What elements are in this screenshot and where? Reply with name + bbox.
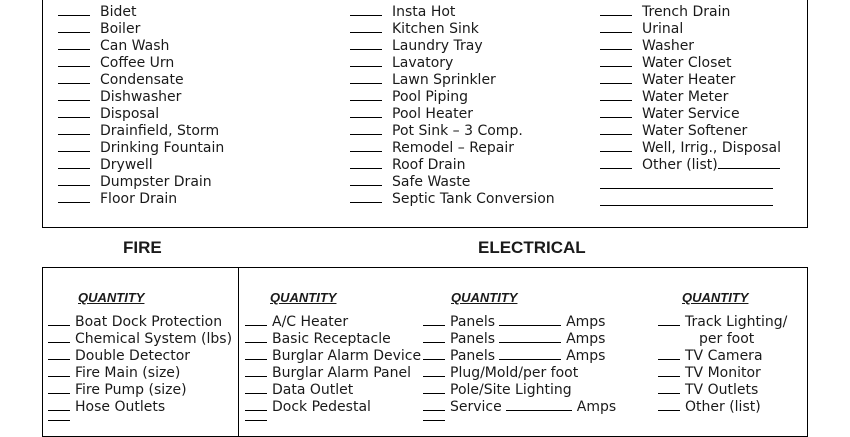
quantity-blank[interactable] xyxy=(350,140,382,152)
item-label: Panels xyxy=(450,314,496,330)
quantity-blank[interactable] xyxy=(58,55,90,67)
item-label: Remodel – Repair xyxy=(392,140,515,156)
item-label: Roof Drain xyxy=(392,157,466,173)
quantity-blank[interactable] xyxy=(658,382,680,394)
electrical-quantity-header-1: QUANTITY xyxy=(270,290,337,305)
item-label: Pole/Site Lighting xyxy=(450,382,572,398)
list-item xyxy=(245,382,421,399)
item-label: Lavatory xyxy=(392,55,454,71)
quantity-blank[interactable] xyxy=(58,21,90,33)
item-label: A/C Heater xyxy=(272,314,349,330)
cut-bottom-row xyxy=(0,416,850,422)
amps-label: Amps xyxy=(566,348,606,364)
list-item xyxy=(423,382,616,399)
item-label: Lawn Sprinkler xyxy=(392,72,496,88)
item-label: TV Camera xyxy=(685,348,763,364)
item-label: Panels xyxy=(450,331,496,347)
quantity-blank[interactable] xyxy=(58,38,90,50)
quantity-blank[interactable] xyxy=(658,348,680,360)
list-item xyxy=(350,157,555,174)
item-label: Water Meter xyxy=(642,89,729,105)
quantity-blank[interactable] xyxy=(245,399,267,411)
quantity-blank[interactable] xyxy=(245,382,267,394)
quantity-blank[interactable] xyxy=(245,314,267,326)
item-label: Can Wash xyxy=(100,38,170,54)
item-label: Drainfield, Storm xyxy=(100,123,220,139)
list-item xyxy=(423,314,616,331)
list-item xyxy=(600,72,781,89)
quantity-blank[interactable] xyxy=(600,157,632,169)
item-label: TV Monitor xyxy=(685,365,761,381)
fire-heading: FIRE xyxy=(123,238,162,257)
item-label: Coffee Urn xyxy=(100,55,175,71)
quantity-blank[interactable] xyxy=(48,365,70,377)
quantity-blank[interactable] xyxy=(718,157,780,169)
list-item xyxy=(58,4,224,21)
quantity-blank[interactable] xyxy=(58,174,90,186)
item-label: Well, Irrig., Disposal xyxy=(642,140,782,156)
plumbing-col-1 xyxy=(58,4,224,208)
quantity-blank[interactable] xyxy=(58,72,90,84)
other-list-line-1[interactable] xyxy=(600,188,773,189)
list-item xyxy=(48,331,232,348)
electrical-col-2 xyxy=(423,314,616,416)
list-item xyxy=(58,123,224,140)
fire-quantity-header: QUANTITY xyxy=(78,290,145,305)
quantity-blank[interactable] xyxy=(600,55,632,67)
item-label: Floor Drain xyxy=(100,191,178,207)
item-label: Plug/Mold/per foot xyxy=(450,365,579,381)
item-label: Double Detector xyxy=(75,348,191,364)
quantity-blank[interactable] xyxy=(600,21,632,33)
list-item xyxy=(58,72,224,89)
quantity-blank[interactable] xyxy=(350,21,382,33)
quantity-blank[interactable] xyxy=(600,4,632,16)
list-item xyxy=(350,123,555,140)
quantity-blank[interactable] xyxy=(58,191,90,203)
list-item xyxy=(600,140,781,157)
list-item xyxy=(58,38,224,55)
item-label: Fire Pump (size) xyxy=(75,382,187,398)
amps-label: Amps xyxy=(576,399,617,415)
quantity-blank[interactable] xyxy=(423,382,445,394)
quantity-blank[interactable] xyxy=(499,331,561,343)
list-item xyxy=(658,314,787,331)
quantity-blank[interactable] xyxy=(600,140,632,152)
plumbing-col-2 xyxy=(350,4,555,208)
quantity-blank[interactable] xyxy=(245,331,267,343)
list-item xyxy=(48,348,232,365)
item-label: Dishwasher xyxy=(100,89,182,105)
list-item xyxy=(600,157,781,174)
quantity-blank[interactable] xyxy=(600,38,632,50)
list-item xyxy=(48,399,232,416)
quantity-blank[interactable] xyxy=(506,399,572,411)
quantity-blank[interactable] xyxy=(423,365,445,377)
electrical-col-3 xyxy=(658,314,787,416)
list-item xyxy=(350,38,555,55)
list-item xyxy=(58,106,224,123)
quantity-blank[interactable] xyxy=(48,382,70,394)
quantity-blank[interactable] xyxy=(245,348,267,360)
list-item xyxy=(600,38,781,55)
quantity-blank[interactable] xyxy=(58,123,90,135)
quantity-blank[interactable] xyxy=(350,174,382,186)
quantity-blank[interactable] xyxy=(499,314,561,326)
quantity-blank[interactable] xyxy=(58,157,90,169)
list-item xyxy=(245,399,421,416)
item-label: Dock Pedestal xyxy=(272,399,371,415)
list-item xyxy=(600,123,781,140)
item-label: Panels xyxy=(450,348,496,364)
fire-items xyxy=(48,314,232,416)
list-item xyxy=(245,331,421,348)
item-label: Safe Waste xyxy=(392,174,471,190)
quantity-blank[interactable] xyxy=(350,4,382,16)
item-label: Drinking Fountain xyxy=(100,140,225,156)
quantity-blank[interactable] xyxy=(423,314,445,326)
item-label: Laundry Tray xyxy=(392,38,483,54)
quantity-blank[interactable] xyxy=(600,72,632,84)
item-label: Drywell xyxy=(100,157,153,173)
quantity-blank[interactable] xyxy=(58,140,90,152)
amps-label: Amps xyxy=(566,331,606,347)
list-item xyxy=(58,191,224,208)
list-item xyxy=(423,331,616,348)
list-item xyxy=(658,348,787,365)
quantity-blank[interactable] xyxy=(350,38,382,50)
list-item xyxy=(600,55,781,72)
electrical-quantity-header-3: QUANTITY xyxy=(682,290,749,305)
quantity-blank[interactable] xyxy=(245,365,267,377)
item-label: Boiler xyxy=(100,21,141,37)
plumbing-col-3 xyxy=(600,4,781,174)
list-item xyxy=(423,365,616,382)
list-item xyxy=(600,4,781,21)
list-item xyxy=(600,106,781,123)
item-label: Chemical System (lbs) xyxy=(75,331,233,347)
item-label: Boat Dock Protection xyxy=(75,314,223,330)
quantity-blank[interactable] xyxy=(58,4,90,16)
item-label: TV Outlets xyxy=(685,382,759,398)
quantity-blank[interactable] xyxy=(58,106,90,118)
item-label: Water Service xyxy=(642,106,740,122)
quantity-blank[interactable] xyxy=(48,314,70,326)
quantity-blank[interactable] xyxy=(350,89,382,101)
list-item xyxy=(350,55,555,72)
item-label: Washer xyxy=(642,38,695,54)
list-item xyxy=(350,174,555,191)
item-label: Septic Tank Conversion xyxy=(392,191,555,207)
list-item xyxy=(58,174,224,191)
quantity-blank[interactable] xyxy=(350,55,382,67)
item-label: Insta Hot xyxy=(392,4,456,20)
item-label: Track Lighting/ xyxy=(685,314,788,330)
list-item xyxy=(658,382,787,399)
list-item xyxy=(48,382,232,399)
quantity-blank[interactable] xyxy=(48,331,70,343)
item-label: Data Outlet xyxy=(272,382,354,398)
quantity-blank[interactable] xyxy=(499,348,561,360)
item-label: Pool Piping xyxy=(392,89,468,105)
list-item xyxy=(658,331,787,348)
list-item xyxy=(245,314,421,331)
item-label: Trench Drain xyxy=(642,4,731,20)
quantity-blank[interactable] xyxy=(48,399,70,411)
item-label: Water Heater xyxy=(642,72,736,88)
quantity-blank[interactable] xyxy=(350,157,382,169)
item-label: Water Closet xyxy=(642,55,732,71)
list-item xyxy=(600,89,781,106)
list-item xyxy=(600,21,781,38)
item-label: Hose Outlets xyxy=(75,399,166,415)
list-item xyxy=(58,89,224,106)
item-label: Condensate xyxy=(100,72,184,88)
list-item xyxy=(350,106,555,123)
item-label: Basic Receptacle xyxy=(272,331,391,347)
item-label: Water Softener xyxy=(642,123,748,139)
list-item xyxy=(350,72,555,89)
item-label: Disposal xyxy=(100,106,160,122)
quantity-blank[interactable] xyxy=(600,89,632,101)
item-label: Dumpster Drain xyxy=(100,174,212,190)
list-item xyxy=(245,365,421,382)
item-label: Pool Heater xyxy=(392,106,473,122)
list-item xyxy=(245,348,421,365)
quantity-blank[interactable] xyxy=(658,314,680,326)
list-item xyxy=(58,157,224,174)
list-item xyxy=(350,140,555,157)
item-label: Burglar Alarm Panel xyxy=(272,365,411,381)
list-item xyxy=(350,4,555,21)
item-label: Fire Main (size) xyxy=(75,365,181,381)
quantity-blank[interactable] xyxy=(423,399,445,411)
list-item xyxy=(58,55,224,72)
list-item xyxy=(423,399,616,416)
quantity-blank[interactable] xyxy=(658,399,680,411)
quantity-blank[interactable] xyxy=(350,123,382,135)
electrical-col-1 xyxy=(245,314,421,416)
list-item xyxy=(423,348,616,365)
list-item xyxy=(658,399,787,416)
quantity-blank[interactable] xyxy=(658,365,680,377)
list-item xyxy=(48,365,232,382)
other-list-line-2[interactable] xyxy=(600,205,773,206)
list-item xyxy=(658,365,787,382)
item-label: Other (list) xyxy=(685,399,761,415)
item-label: per foot xyxy=(699,331,755,347)
electrical-heading: ELECTRICAL xyxy=(478,238,586,257)
item-label: Bidet xyxy=(100,4,137,20)
list-item xyxy=(48,314,232,331)
quantity-blank[interactable] xyxy=(600,106,632,118)
quantity-blank[interactable] xyxy=(350,191,382,203)
quantity-blank[interactable] xyxy=(58,89,90,101)
item-label: Service xyxy=(450,399,502,415)
list-item xyxy=(350,21,555,38)
quantity-blank[interactable] xyxy=(600,123,632,135)
list-item xyxy=(58,140,224,157)
quantity-blank[interactable] xyxy=(423,331,445,343)
item-label: Other (list) xyxy=(642,157,718,173)
item-label: Burglar Alarm Device xyxy=(272,348,422,364)
item-label: Pot Sink – 3 Comp. xyxy=(392,123,523,139)
list-item xyxy=(350,89,555,106)
electrical-quantity-header-2: QUANTITY xyxy=(451,290,518,305)
amps-label: Amps xyxy=(566,314,606,330)
quantity-blank[interactable] xyxy=(350,106,382,118)
quantity-blank[interactable] xyxy=(48,348,70,360)
quantity-blank[interactable] xyxy=(350,72,382,84)
quantity-blank[interactable] xyxy=(423,348,445,360)
list-item xyxy=(350,191,555,208)
list-item xyxy=(58,21,224,38)
item-label: Urinal xyxy=(642,21,684,37)
item-label: Kitchen Sink xyxy=(392,21,479,37)
